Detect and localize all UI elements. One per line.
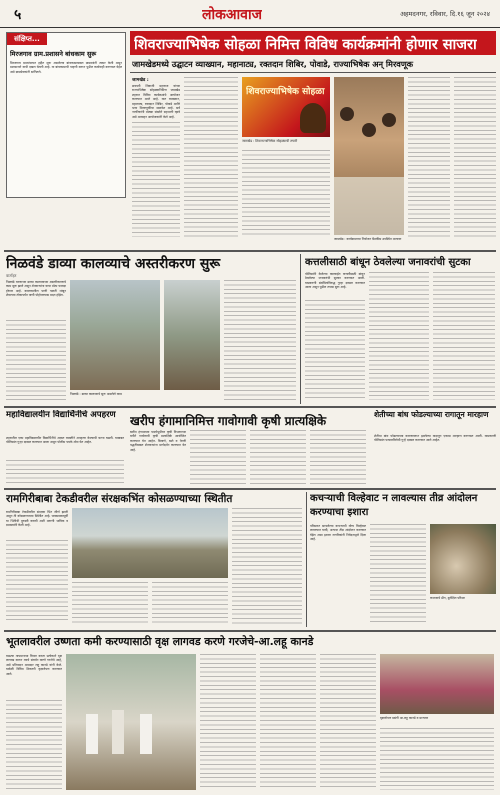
canal-caption: निळवंडे : डाव्या कालव्याचे सुरू असलेले काम — [70, 392, 122, 396]
garbage-body: परिसरात साचलेल्या कचऱ्याची योग्य विल्हेवाट लावण्यात यावी, अन्यथा तीव्र आंदोलन करण्यात येईल असा इशारा नागरिकांनी निवेदनाद्वारे दिला आहे. — [310, 524, 366, 542]
shetoli-body: शेतीचा बांध फोडल्याच्या कारणावरून झालेल्या वादातून एकास मारहाण करण्यात आली. याप्रकरणी पोलिसांत परस्परविरोधी गुन्हे दाखल करण्यात आले आहेत. — [374, 434, 496, 443]
trees-body: वाढत्या तापमानाचा विचार करता प्रत्येकाने वृक्ष लागवड करून त्याचे संवर्धन करणे गरजेचे आहे, असे प्रतिपादन आमदार लहू कानडे यांनी केले. यावेळी विविध ठिकाणी वृक्षारोपण करण्यात आले. — [6, 654, 62, 676]
agri-headline: खरीप हंगामानिमित्त गावोगावी कृषी प्रात्यक्षिके — [130, 414, 327, 428]
trees-photo-2 — [380, 654, 494, 714]
canal-headline: निळवंडे डाव्या कालव्याचे अस्तरीकरण सुरू — [6, 256, 221, 272]
sidebar-headline: मिरजगाव ग्राम.प्रशासने बांधकाम सुरू — [10, 50, 97, 58]
ramgiri-headline: रामगिरीबाबा टेकडीवरील संरक्षकभिंत कोसळण्याच्या स्थितीत — [6, 493, 233, 505]
trees-headline: भूतलावरील उष्णता कमी करण्यासाठी वृक्ष लागवड करणे गरजेचे-आ.लहू कानडे — [6, 635, 314, 648]
newspaper-logo: लोकआवाज — [202, 7, 262, 23]
garbage-caption: कचऱ्याचे ढीग, दुर्लक्षित परिसर — [430, 596, 465, 600]
sidebar-body: मिरजगाव ग्रामपंचायत हद्दीत सुरू असलेल्या बांधकामाबाबत ग्रामस्थांनी तक्रार केली असून प्रशासनाने याची दखल घेतली आहे. या बांधकामाची पाहणी करून पुढील कार्यवाही करण्यात येईल असे ग्रामसेवकांनी सांगितले. — [10, 61, 122, 74]
garbage-photo — [430, 524, 496, 594]
animals-body: पोलिसांनी केलेल्या कारवाईत कत्तलीसाठी बांधून ठेवलेल्या जनावरांची सुटका करण्यात आली. याप्रकरणी संबंधितांविरुद्ध गुन्हा दाखल करण्यात आला असून पुढील तपास सुरू आहे. — [305, 272, 365, 290]
trees-caption: वृक्षारोपण प्रसंगी आ.लहू कानडे व मान्यवर — [380, 716, 429, 720]
masthead — [0, 0, 500, 28]
lead-headline-band — [130, 31, 496, 55]
lead-poster-image — [242, 77, 330, 137]
lead-photo-caption: जामखेड : कार्यक्रमाच्या नियोजन बैठकीस उपस्थित मान्यवर — [334, 237, 402, 241]
garbage-headline: कचऱ्याची विल्हेवाट न लावल्यास तीव्र आंदोलन करण्याचा इशारा — [310, 493, 478, 518]
shetoli-headline: शेतीच्या बांध फोडल्याच्या रागातून मारहाण — [374, 410, 489, 419]
ramgiri-body: रामगिरीबाबा टेकडीवरील संरक्षक भिंत जीर्ण झाली असून ती कोसळण्याच्या स्थितीत आहे. पावसाळ्यापूर्वी या भिंतीची दुरुस्ती करावी अशी मागणी भाविक व ग्रामस्थांनी केली आहे. — [6, 510, 68, 528]
canal-byline: वार्ताहर — [6, 273, 17, 278]
trees-photo — [66, 654, 196, 790]
lead-headline: शिवराज्याभिषेक सोहळा निमित्त विविध कार्यक्रमांनी होणार साजरा — [134, 37, 477, 53]
canal-body: निळवंडे धरणाच्या डाव्या कालव्याच्या अस्तरीकरणाचे काम सुरू झाले असून शेतकऱ्यांना याचा मोठा फायदा होणार आहे. कालव्यातील पाणी गळती थांबून शेवटच्या टोकापर्यंत पाणी पोहोचण्यास मदत होईल. — [6, 280, 66, 298]
page-number: ५ — [14, 7, 22, 23]
lead-subhead: जामखेडमध्ये उद्घाटन व्याख्यान, महानाट्य, रक्तदान शिबिर, पोवाडे, राज्याभिषेक अन् मिरवणूक — [132, 59, 414, 69]
sidebar-brief — [6, 32, 126, 198]
canal-photo — [70, 280, 160, 390]
lead-body: छत्रपती शिवाजी महाराज यांच्या राज्याभिषेक सोहळ्यानिमित्त जामखेड शहरात विविध कार्यक्रमांचे आयोजन करण्यात आले आहे. यात व्याख्यान, महानाट्य, रक्तदान शिबिर, पोवाडे आणि भव्य मिरवणुकीचा समावेश आहे. सर्व नागरिकांनी मोठ्या संख्येने सहभागी व्हावे असे आवाहन आयोजकांनी केले आहे. — [132, 84, 180, 119]
dateline: अहमदनगर, रविवार, दि.१६ जून २०२४ — [400, 10, 490, 18]
students-headline: महाविद्यालयीन विद्यार्थिनीचे अपहरण — [6, 410, 116, 420]
animals-headline: कत्तलीसाठी बांधून ठेवलेल्या जनावरांची सुटका — [305, 257, 471, 268]
poster-caption: जामखेड : शिवराज्याभिषेक सोहळ्याची तयारी — [242, 139, 298, 143]
poster-title: शिवराज्याभिषेक सोहळा — [246, 87, 325, 97]
canal-photo-2 — [164, 280, 220, 390]
lead-meeting-photo — [334, 77, 404, 235]
lead-dateline: जामखेड : — [132, 78, 149, 83]
agri-body: खरीप हंगामाच्या पार्श्वभूमीवर कृषी विभागाच्या वतीने गावोगावी कृषी प्रात्यक्षिके आयोजित करण्यात येत आहेत. बियाणे, खते व पेरणी पद्धतीबाबत शेतकऱ्यांना मार्गदर्शन करण्यात येत आहे. — [130, 430, 186, 452]
ramgiri-photo — [72, 508, 228, 578]
sidebar-tag: संक्षिप्त... — [7, 33, 47, 45]
students-body: शहरातील एका महाविद्यालयीन विद्यार्थिनीचे अज्ञात व्यक्तीने अपहरण केल्याची घटना घडली. याबाबत पोलिसांत गुन्हा दाखल करण्यात आला असून पोलीस पथके शोध घेत आहेत. — [6, 436, 124, 445]
